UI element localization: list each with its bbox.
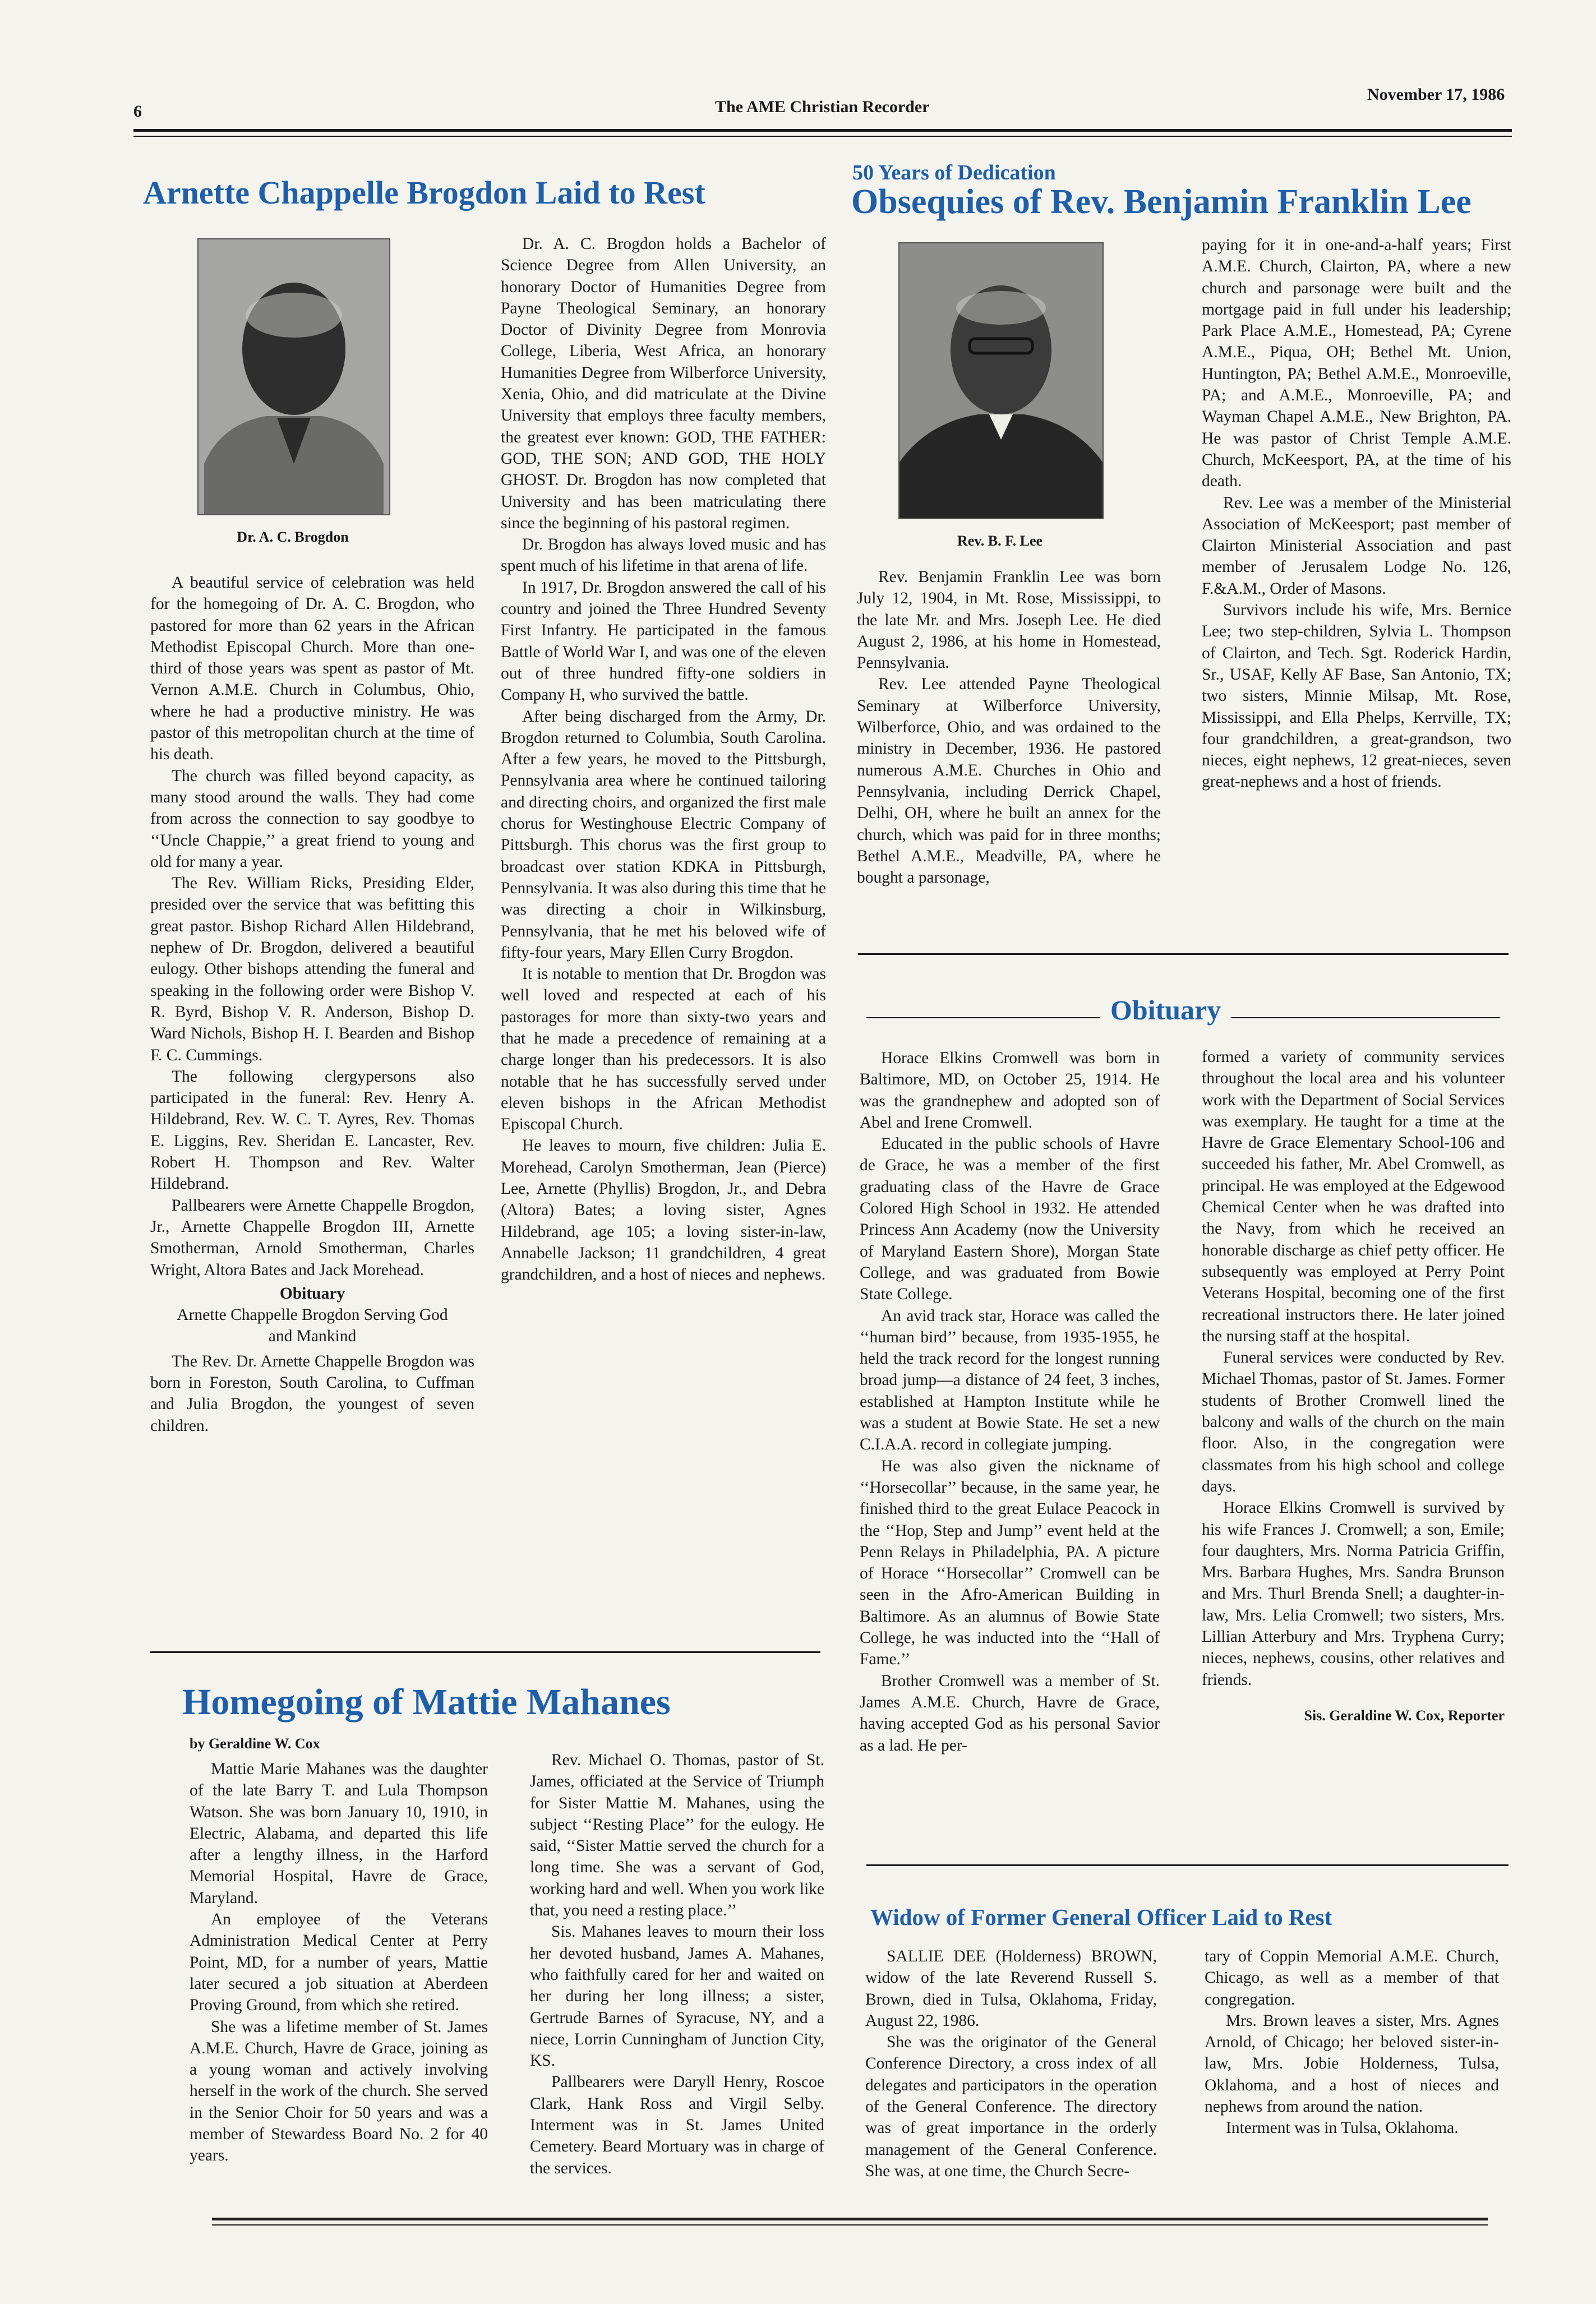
paragraph: She was a lifetime member of St. James A.M.E. Church, Havre de Grace, joining as a young woman and actively involving herself in the work of the church. She served in the Senior Choir for 50 years and was a member of Stewardess Board No. 2 for 40 years.: [190, 2017, 488, 2165]
cromwell-obituary-title: Obituary: [1100, 994, 1231, 1026]
paragraph: paying for it in one-and-a-half years; First A.M.E. Church, Clairton, PA, where a new church and parsonage were built and the mortgage paid in full under his leadership; Park Place A.M.E., Homestead, PA; Cyrene A.M.E., Piqua, OH; Bethel Mt. Union, Huntington, PA; Bethel A.M.E., Monroeville, PA; and A.M.E., Monroeville, PA; and Wayman Chapel A.M.E., New Brighton, PA. He was pastor of Christ Temple A.M.E. Church, McKeesport, PA, at the time of his death.: [1202, 236, 1511, 491]
brogdon-caption: Dr. A. C. Brogdon: [237, 529, 349, 545]
paragraph: Funeral services were conducted by Rev. Michael Thomas, pastor of St. James. Former students of Brother Cromwell lined the balcony and walls of the church on the main floor. Also, in the congregation were classmates from his high school and college days.: [1202, 1349, 1505, 1495]
brown-column-2: [1205, 1946, 1499, 2139]
paragraph: Pallbearers were Arnette Chappelle Brogdon, Jr., Arnette Chappelle Brogdon III, Arnette Smotherman, Arnold Smotherman, Charles Wright, Altora Bates and Jack Morehead.: [150, 1196, 474, 1279]
paragraph: Survivors include his wife, Mrs. Bernice Lee; two step-children, Sylvia L. Thompson of Clairton, and Tech. Sgt. Roderick Hardin, Sr., USAF, Kelly AF Base, San Antonio, TX; two sisters, Minnie Milsap, Mt. Rose, Mississippi, and Ella Phelps, Kerrville, TX; four grandchildren, a great-grandson, two nieces, eight nephews, 12 great-nieces, seven great-nephews and a host of friends.: [1202, 601, 1511, 791]
paragraph: Rev. Lee was a member of the Ministerial Association of McKeesport; past member of Clairton Ministerial Association and past member of Jerusalem Lodge No. 126, F.&A.M., Order of Masons.: [1202, 493, 1511, 598]
paragraph: Dr. A. C. Brogdon holds a Bachelor of Science Degree from Allen University, an honorary Doctor of Humanities Degree from Payne Theological Seminary, an honorary Doctor of Divinity Degree from Monrovia College, Liberia, West Africa, an honorary Humanities Degree from Wilberforce University, Xenia, Ohio, and did matriculate at the Divine University that employs three faculty members, the greatest ever known: GOD, THE FATHER: GOD, THE SON; AND GOD, THE HOLY GHOST. Dr. Brogdon has now completed that University and has been matriculating there since the beginning of his pastoral regimen.: [501, 235, 826, 532]
cromwell-column-1: [860, 1047, 1160, 1756]
cromwell-reporter-signoff: Sis. Geraldine W. Cox, Reporter: [1304, 1707, 1505, 1724]
paragraph: Rev. Benjamin Franklin Lee was born July 12, 1904, in Mt. Rose, Mississippi, to the late Mr. and Mrs. Joseph Lee. He died August 2, 1986, at his home in Homestead, Pennsylvania.: [857, 568, 1161, 672]
paragraph: tary of Coppin Memorial A.M.E. Church, Chicago, as well as a member of that congregation.: [1205, 1947, 1499, 2009]
paragraph: He leaves to mourn, five children: Julia E. Morehead, Carolyn Smotherman, Jean (Pierce) Lee, Arnette (Phyllis) Brogdon, Jr., and Debra (Altora) Bates; a loving sister, Agnes Hildebrand, age 105; a loving sister-in-law, Annabelle Jackson; 11 grandchildren, 4 great grandchildren, and a host of nieces and nephews.: [501, 1137, 826, 1284]
paragraph: Interment was in Tulsa, Oklahoma.: [1226, 2119, 1459, 2137]
paragraph: The church was filled beyond capacity, as many stood around the walls. They had come from across the connection to say goodbye to ‘‘Uncle Chappie,’’ a great friend to young and old for many a year.: [150, 767, 474, 871]
page-number: 6: [133, 102, 142, 121]
paragraph: The following clergypersons also participated in the funeral: Rev. Henry A. Hildebrand, Rev. W. C. T. Ayres, Rev. Thomas E. Liggins, Rev. Sheridan E. Lancaster, Rev. Robert H. Thompson and Rev. Walter Hildebrand.: [150, 1067, 474, 1193]
brogdon-headline: Arnette Chappelle Brogdon Laid to Rest: [143, 174, 705, 211]
footer-rule-thin: [212, 2224, 1488, 2225]
mahanes-headline: Homegoing of Mattie Mahanes: [182, 1682, 671, 1723]
header-rule-thick: [133, 129, 1512, 132]
portrait-man-icon: [199, 239, 389, 514]
mahanes-byline: by Geraldine W. Cox: [190, 1735, 320, 1752]
paragraph: Sis. Mahanes leaves to mourn their loss her devoted husband, James A. Mahanes, who faithfully cared for her and waited on her during her long illness; a sister, Gertrude Barnes of Syracuse, NY, and a niece, Lorrin Cunningham of Junction City, KS.: [530, 1923, 824, 2070]
paragraph: Rev. Michael O. Thomas, pastor of St. James, officiated at the Service of Triumph for Sister Mattie M. Mahanes, using the subject ‘‘Resting Place’’ for the eulogy. He said, ‘‘Sister Mattie served the church for a long time. She was a servant of God, working hard and well. When you work like that, you need a resting place.’’: [530, 1751, 824, 1920]
brown-column-1: [865, 1946, 1157, 2182]
paragraph: Horace Elkins Cromwell is survived by his wife Frances J. Cromwell; a son, Emile; four daughters, Mrs. Norma Patricia Griffin, Mrs. Barbara Hughes, Mrs. Sandra Brunson and Mrs. Thurl Brenda Snell; a daughter-in-law, Mrs. Lelia Cromwell; two sisters, Mrs. Lillian Atterbury and Mrs. Tryphena Curry; nieces, nephews, cousins, other relatives and friends.: [1202, 1499, 1505, 1689]
paragraph: SALLIE DEE (Holderness) BROWN, widow of the late Reverend Russell S. Brown, died in Tulsa, Oklahoma, Friday, August 22, 1986.: [865, 1947, 1157, 2030]
brogdon-column-2: [501, 233, 826, 1286]
mahanes-column-1: [190, 1758, 488, 2167]
lee-photo: [898, 242, 1104, 519]
paragraph: The Rev. Dr. Arnette Chappelle Brogdon was born in Foreston, South Carolina, to Cuffman and Julia Brogdon, the youngest of seven children.: [150, 1352, 474, 1435]
paragraph: Horace Elkins Cromwell was born in Baltimore, MD, on October 25, 1914. He was the grandnephew and adopted son of Abel and Irene Cromwell.: [860, 1049, 1160, 1132]
publication-name: The AME Christian Recorder: [715, 98, 930, 116]
brogdon-photo: [197, 238, 390, 515]
paragraph: After being discharged from the Army, Dr. Brogdon returned to Columbia, South Carolina. After a few years, he moved to the Pittsburgh, Pennsylvania area where he continued tailoring and directing choirs, and organized the first male chorus for Westinghouse Electric Company of Pittsburgh. This chorus was the first group to broadcast over station KDKA in Pittsburgh, Pennsylvania. It was also during this time that he was directing a choir in Wilkinsburg, Pennsylvania, that he met his beloved wife of fifty-four years, Mary Ellen Curry Brogdon.: [501, 707, 826, 962]
section-divider: [866, 1864, 1509, 1866]
paragraph: Brother Cromwell was a member of St. James A.M.E. Church, Havre de Grace, having accepted God as his personal Savior as a lad. He per-: [860, 1672, 1160, 1754]
paragraph: He was also given the nickname of ‘‘Horsecollar’’ because, in the same year, he finished third to the great Eulace Peacock in the ‘‘Hop, Step and Jump’’ event held at the Penn Relays in Philadelphia, PA. A picture of Horace ‘‘Horsecollar’’ Cromwell can be seen in the Afro-American Building in Baltimore. As an alumnus of Bowie State College, he was inducted into the ‘‘Hall of Fame.’’: [860, 1457, 1160, 1669]
lee-kicker: 50 Years of Dedication: [852, 161, 1056, 184]
paragraph: Mrs. Brown leaves a sister, Mrs. Agnes Arnold, of Chicago; her beloved sister-in-law, Mrs. Jobie Holderness, Tulsa, Oklahoma, and a host of nieces and nephews from around the nation.: [1205, 2011, 1499, 2116]
paragraph: She was the originator of the General Conference Directory, a cross index of all delegates and participators in the operation of the General Conference. The directory was of great importance in the orderly management of the General Conference. She was, at one time, the Church Secre-: [865, 2033, 1157, 2180]
brown-headline: Widow of Former General Officer Laid to Rest: [870, 1904, 1332, 1930]
brogdon-column-1: [150, 572, 474, 1437]
section-divider: [858, 953, 1509, 955]
paragraph: Educated in the public schools of Havre de Grace, he was a member of the first graduating class of the Havre de Grace Colored High School in 1932. He attended Princess Ann Academy (now the University of Maryland Eastern Shore), Morgan State College, and was graduated from Bowie State College.: [860, 1135, 1160, 1304]
section-divider: [150, 1651, 820, 1653]
paragraph: In 1917, Dr. Brogdon answered the call of his country and joined the Three Hundred Seventy First Infantry. He participated in the famous Battle of World War I, and was one of the eleven out of three hundred fifty-one soldiers in Company H, who survived the battle.: [501, 578, 826, 704]
cromwell-column-2: [1202, 1046, 1505, 1726]
paragraph: Dr. Brogdon has always loved music and has spent much of his lifetime in that arena of life.: [501, 535, 826, 575]
footer-rule-thick: [212, 2218, 1488, 2220]
issue-date: November 17, 1986: [1367, 85, 1505, 104]
lee-headline: Obsequies of Rev. Benjamin Franklin Lee: [851, 183, 1472, 221]
paragraph: Pallbearers were Daryll Henry, Roscoe Clark, Hank Ross and Virgil Selby. Interment was in St. James United Cemetery. Beard Mortuary was in charge of the services.: [530, 2073, 824, 2177]
paragraph: An avid track star, Horace was called the ‘‘human bird’’ because, from 1935-1955, he held the track record for the longest running broad jump—a distance of 24 feet, 3 inches, established at Hampton Institute while he was a student at Bowie State. He set a new C.I.A.A. record in collegiate jumping.: [860, 1306, 1160, 1454]
portrait-clergyman-icon: [900, 243, 1103, 518]
lee-column-1: [857, 566, 1161, 888]
paragraph: Rev. Lee attended Payne Theological Seminary at Wilberforce University, Wilberforce, Ohio, and was ordained to the ministry in December, 1936. He pastored numerous A.M.E. Churches in Ohio and Pennsylvania, including Derrick Chapel, Delhi, OH, where he built an annex for the church, which was paid for in three months; Bethel A.M.E., Meadville, PA, where he bought a parsonage,: [857, 675, 1161, 887]
brogdon-obituary-label: Obituary: [279, 1284, 345, 1303]
paragraph: A beautiful service of celebration was held for the homegoing of Dr. A. C. Brogdon, who pastored for more than 62 years in the African Methodist Episcopal Church. More than one-third of those years was spent as pastor of Mt. Vernon A.M.E. Church in Columbus, Ohio, where he had a productive ministry. He was pastor of this metropolitan church at the time of his death.: [150, 574, 474, 764]
paragraph: Mattie Marie Mahanes was the daughter of the late Barry T. and Lula Thompson Watson. She was born January 10, 1910, in Electric, Alabama, and departed this life after a lengthy illness, in the Harford Memorial Hospital, Havre de Grace, Maryland.: [190, 1760, 488, 1907]
paragraph: formed a variety of community services throughout the local area and his volunteer work with the Department of Social Services was exemplary. He taught for a time at the Havre de Grace Elementary School-106 and succeeded his father, Mr. Abel Cromwell, as principal. He was employed at the Edgewood Chemical Center when he was drafted into the Navy, from which he received an honorable discharge as chief petty officer. He subsequently was employed at Perry Point Veterans Hospital, becoming one of the first recreational instructors there. He later joined the nursing staff at the hospital.: [1202, 1048, 1505, 1345]
lee-caption: Rev. B. F. Lee: [957, 533, 1043, 549]
paragraph: It is notable to mention that Dr. Brogdon was well loved and respected at each of his pastorages for more than sixty-two years and that he made a precedence of remaining at a charge longer than his predecessors. It is also notable that he has successfully served under eleven bishops in the African Methodist Episcopal Church.: [501, 965, 826, 1134]
header-rule-thin: [133, 136, 1512, 137]
paragraph: An employee of the Veterans Administration Medical Center at Perry Point, MD, for a number of years, Mattie later secured a job situation at Aberdeen Proving Ground, from which she retired.: [190, 1910, 488, 2015]
lee-column-2: [1202, 234, 1511, 793]
mahanes-column-2: [530, 1749, 824, 2179]
paragraph: The Rev. William Ricks, Presiding Elder, presided over the service that was befitting this great pastor. Bishop Richard Allen Hildebrand, nephew of Dr. Brogdon, delivered a beautiful eulogy. Other bishops attending the funeral and speaking in the following order were Bishop V. R. Byrd, Bishop V. R. Anderson, Bishop D. Ward Nichols, Bishop H. I. Bearden and Bishop F. C. Cummings.: [150, 874, 474, 1064]
brogdon-obituary-subtitle: Arnette Chappelle Brogdon Serving God and Mankind: [177, 1306, 448, 1346]
